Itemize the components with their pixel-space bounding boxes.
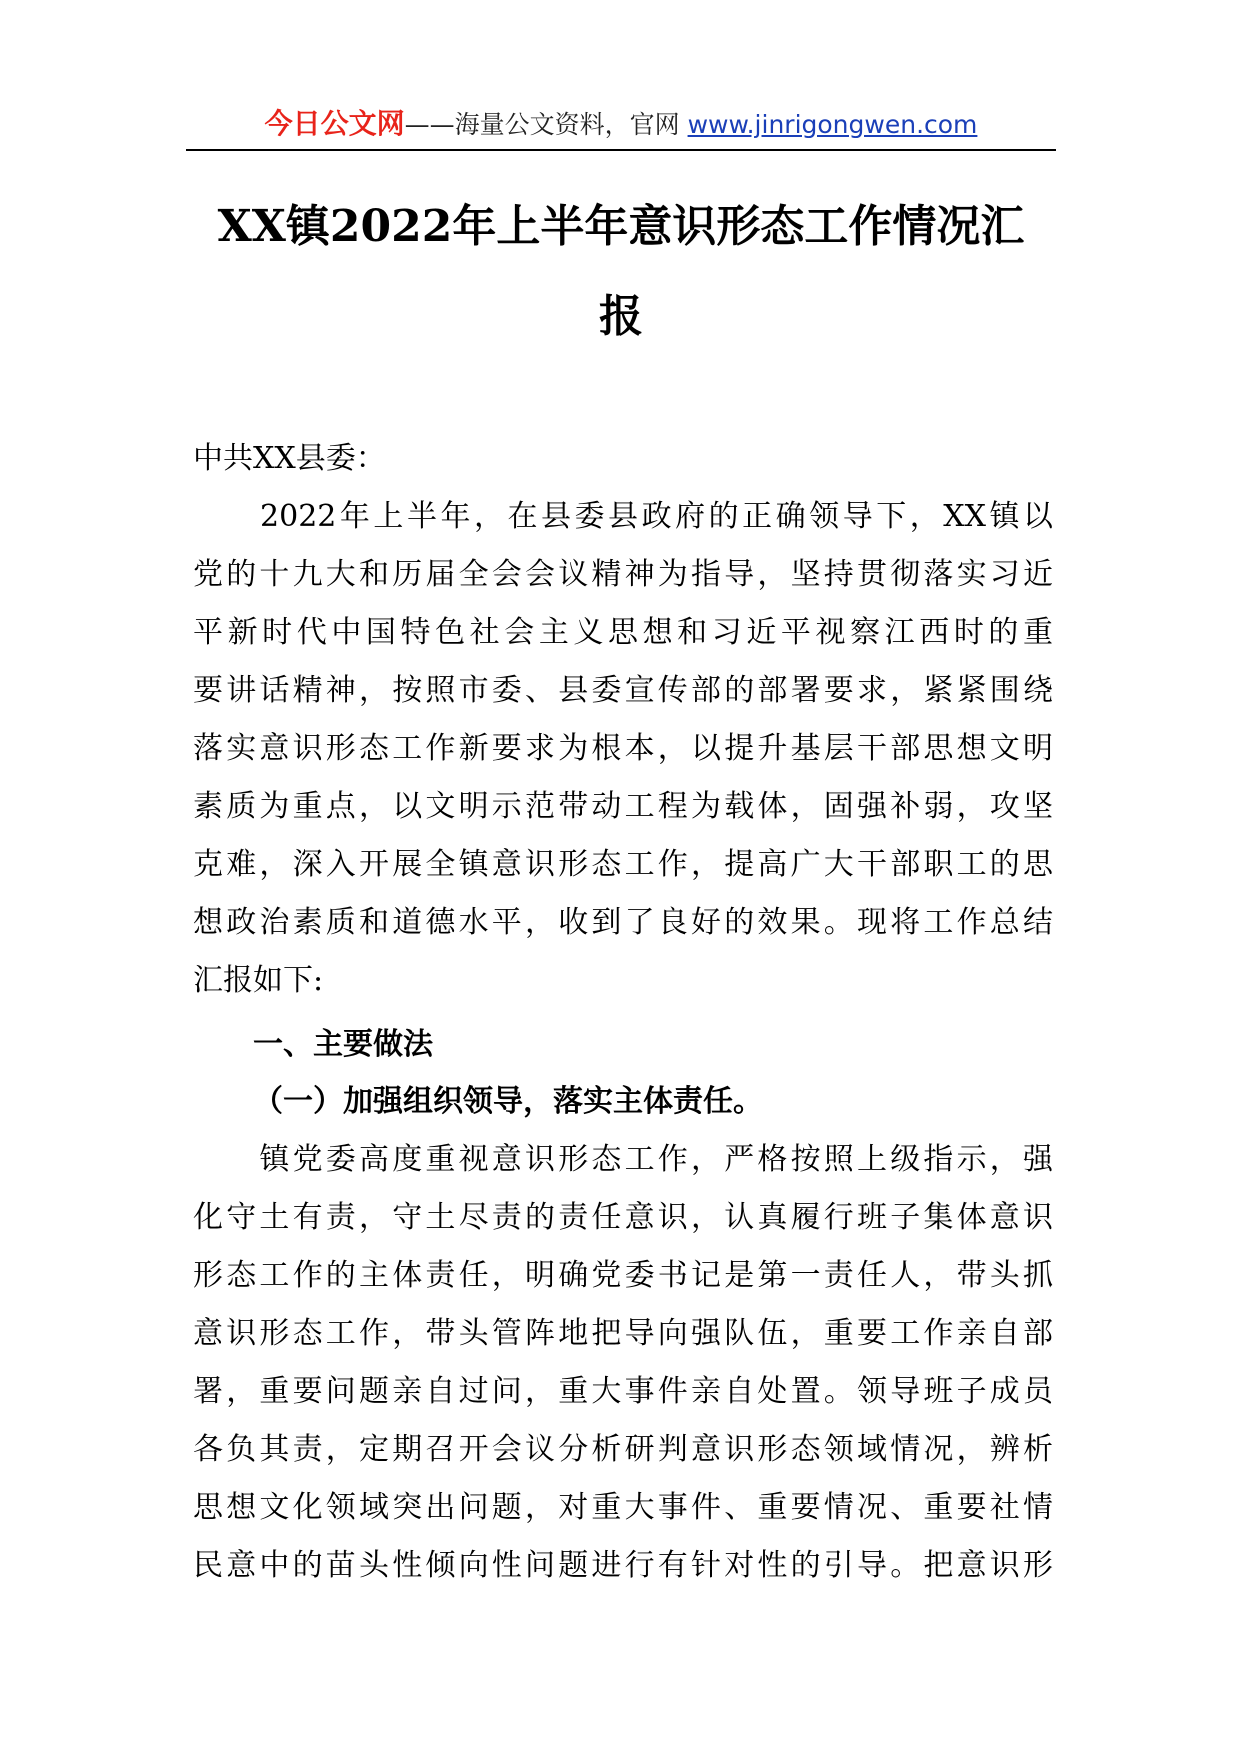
body-line: 形态工作的主体责任，明确党委书记是第一责任人，带头抓 (193, 1258, 1053, 1293)
body-line: 汇报如下: (193, 963, 324, 998)
body-line: 化守土有责，守土尽责的责任意识，认真履行班子集体意识 (193, 1200, 1053, 1235)
title-line-2: 报 (599, 291, 643, 342)
body-line: 要讲话精神，按照市委、县委宣传部的部署要求，紧紧围绕 (193, 673, 1053, 708)
salutation: 中共XX县委： (193, 441, 386, 476)
header-divider (186, 149, 1056, 151)
body-line: 平新时代中国特色社会主义思想和习近平视察江西时的重 (193, 615, 1053, 650)
body-line: 素质为重点，以文明示范带动工程为载体，固强补弱，攻坚 (193, 789, 1053, 824)
site-url-link[interactable]: www.jinrigongwen.com (687, 110, 978, 139)
body-line: 党的十九大和历届全会会议精神为指导，坚持贯彻落实习近 (193, 557, 1053, 592)
document-title (186, 182, 1056, 362)
body-line: 意识形态工作，带头管阵地把导向强队伍，重要工作亲自部 (193, 1316, 1053, 1351)
body-line: 署，重要问题亲自过问，重大事件亲自处置。领导班子成员 (193, 1374, 1053, 1409)
body-line: 民意中的苗头性倾向性问题进行有针对性的引导。把意识形 (193, 1548, 1053, 1583)
body-line: 想政治素质和道德水平，收到了良好的效果。现将工作总结 (193, 905, 1053, 940)
body-line: 各负其责，定期召开会议分析研判意识形态领域情况，辨析 (193, 1432, 1053, 1467)
site-brand[interactable]: 今日公文网 (264, 107, 405, 140)
body-line: 落实意识形态工作新要求为根本，以提升基层干部思想文明 (193, 731, 1053, 766)
body-line: 克难，深入开展全镇意识形态工作，提高广大干部职工的思 (193, 847, 1053, 882)
title-line-1: XX镇2022年上半年意识形态工作情况汇 (217, 201, 1025, 252)
subsection-heading: （一）加强组织领导，落实主体责任。 (253, 1084, 763, 1119)
body-line: 镇党委高度重视意识形态工作，严格按照上级指示，强 (193, 1142, 1053, 1177)
section-heading: 一、主要做法 (253, 1027, 433, 1062)
body-line: 思想文化领域突出问题，对重大事件、重要情况、重要社情 (193, 1490, 1053, 1525)
site-header (186, 102, 1056, 146)
site-tagline: ——海量公文资料，官网 (404, 110, 688, 139)
body-line: 2022年上半年，在县委县政府的正确领导下，XX镇以 (193, 499, 1053, 534)
